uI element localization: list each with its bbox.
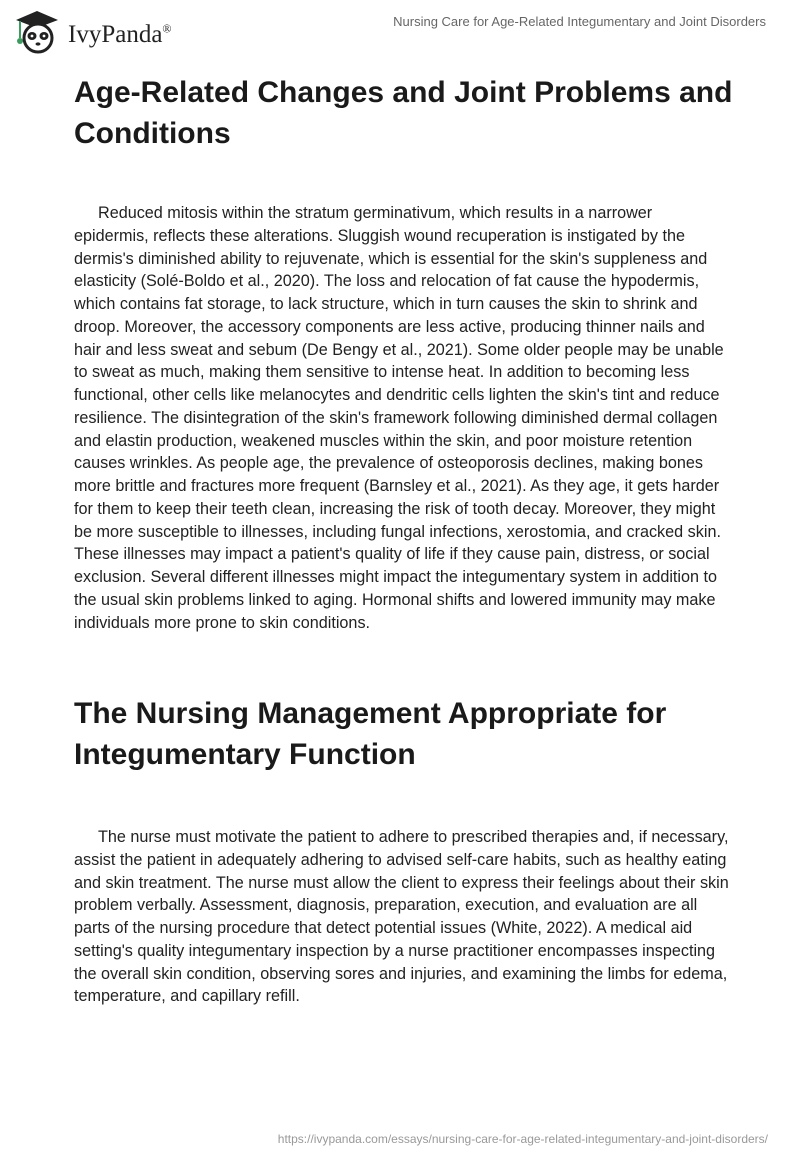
registered-mark: ® bbox=[162, 21, 172, 36]
logo-text: IvyPanda bbox=[68, 21, 163, 48]
footer-url[interactable]: https://ivypanda.com/essays/nursing-care-for-age-related-integumentary-and-joint-disorders/ bbox=[277, 1132, 768, 1146]
document-title: Nursing Care for Age-Related Integumentary and Joint Disorders bbox=[393, 14, 766, 29]
section-paragraph: Reduced mitosis within the stratum germinativum, which results in a narrower epidermis, reflects these alterations. Sluggish wound recuperation is instigated by the dermis's diminished ability to rejuvenate, which is essential for the skin's suppleness and elasticity (Solé-Boldo et al., 2020). The loss and relocation of fat cause the hypodermis, which contains fat storage, to lack structure, which in turn causes the skin to shrink and droop. Moreover, the accessory components are less active, producing thinner nails and hair and less sweat and sebum (De Bengy et al., 2021). Some older people may be unable to sweat as much, making them sensitive to intense heat. In addition to becoming less functional, other cells like melanocytes and dendritic cells lighten the skin's tint and reduce resilience. The disintegration of the skin's framework following diminished dermal collagen and elastin production, weakened muscles within the skin, and poor moisture retention causes wrinkles. As people age, the prevalence of osteoporosis declines, making bones more brittle and fractures more frequent (Barnsley et al., 2021). As they age, it gets harder for them to keep their teeth clean, increasing the risk of tooth decay. Moreover, they might be more susceptible to illnesses, including fungal infections, xerostomia, and cracked skin. These illnesses may impact a patient's quality of life if they cause pain, distress, or social exclusion. Several different illnesses might impact the integumentary system in addition to the usual skin problems linked to aging. Hormonal shifts and lowered immunity may make individuals more prone to skin conditions. bbox=[74, 204, 724, 632]
section-heading: The Nursing Management Appropriate for Integumentary Function bbox=[74, 697, 667, 771]
ivypanda-logo[interactable] bbox=[12, 8, 172, 54]
section-heading: Age-Related Changes and Joint Problems and Conditions bbox=[74, 76, 733, 150]
section-paragraph: The nurse must motivate the patient to adhere to prescribed therapies and, if necessary, assist the patient in adequately adhering to advised self-care habits, such as healthy eating and skin treatment. The nurse must allow the client to express their feelings about their skin problem verbally. Assessment, diagnosis, preparation, execution, and evaluation are all parts of the nursing procedure that detect potential issues (White, 2022). A medical aid setting's quality integumentary inspection by a nurse practitioner encompasses inspecting the overall skin condition, observing sores and injuries, and examining the limbs for edema, temperature, and capillary refill. bbox=[74, 828, 729, 1006]
page-header bbox=[0, 0, 800, 60]
panda-graduate-icon bbox=[12, 8, 62, 54]
